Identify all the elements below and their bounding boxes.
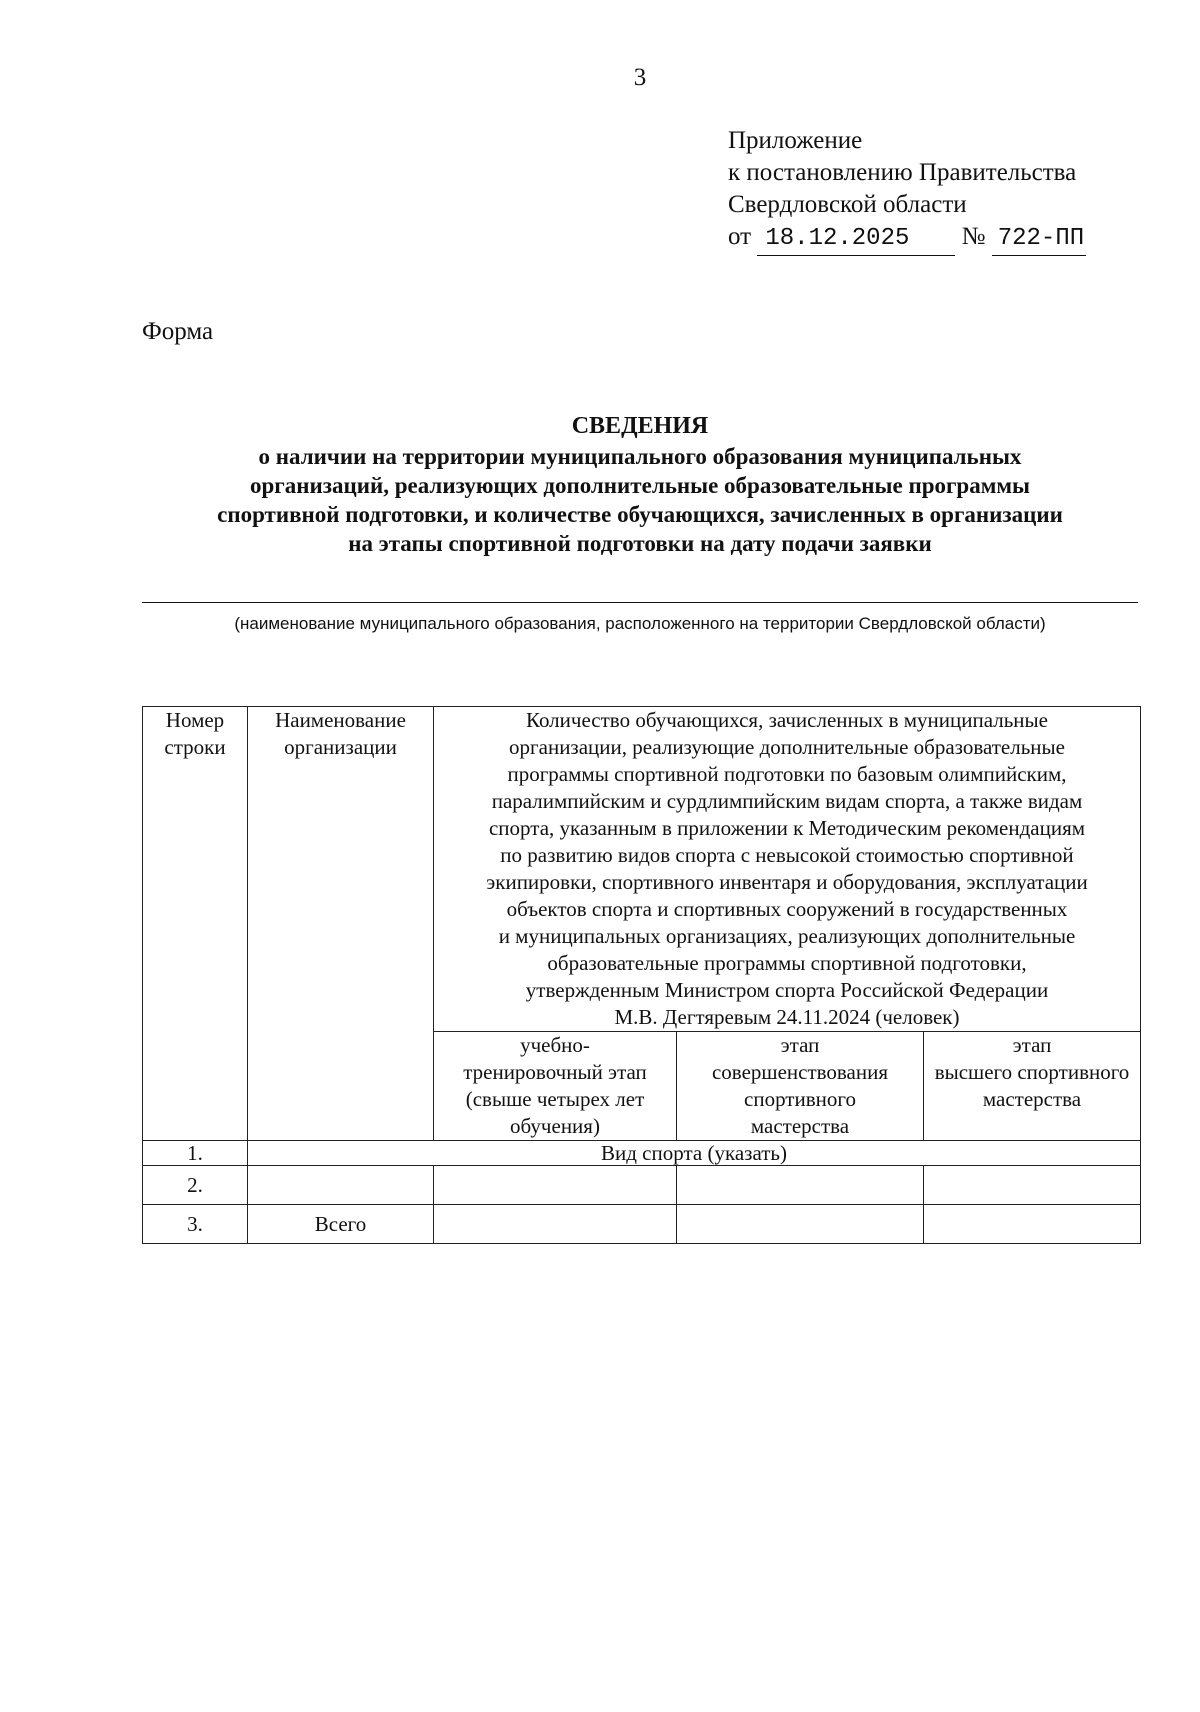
appendix-block (728, 125, 1086, 256)
row-number-cell: 1. (143, 1141, 248, 1166)
header-org-name (248, 707, 434, 1141)
header-stage-highest-mastery (924, 1032, 1141, 1141)
table-row (143, 1205, 1141, 1244)
highest-mastery-cell[interactable] (924, 1166, 1141, 1205)
header-stage-improvement (677, 1032, 924, 1141)
appendix-line-3: Свердловской области (728, 191, 967, 218)
appendix-line-1: Приложение (728, 127, 863, 154)
page-number: 3 (633, 64, 647, 91)
header-count-line: утвержденным Министром спорта Российской Федерации (525, 978, 1049, 1002)
table-row (143, 1166, 1141, 1205)
form-label: Форма (142, 318, 214, 345)
training-stage-cell[interactable] (434, 1166, 677, 1205)
header-org-name-line: организации (284, 735, 397, 759)
title-line-1: о наличии на территории муниципального образования муниципальных (258, 444, 1022, 469)
highest-mastery-total-cell[interactable] (924, 1205, 1141, 1244)
header-count-line: Количество обучающихся, зачисленных в муниципальные (526, 708, 1048, 732)
header-count-line: образовательные программы спортивной подготовки, (547, 951, 1027, 975)
improvement-stage-cell[interactable] (677, 1166, 924, 1205)
header-count-line: организации, реализующие дополнительные образовательные (509, 735, 1065, 759)
org-name-cell[interactable] (248, 1166, 434, 1205)
title-line-4: на этапы спортивной подготовки на дату подачи заявки (348, 531, 932, 556)
stage-line: мастерства (750, 1114, 850, 1138)
title-main: СВЕДЕНИЯ (571, 413, 709, 439)
header-student-count (434, 707, 1141, 1032)
table-header-row (143, 707, 1141, 1032)
total-label-cell: Всего (248, 1205, 434, 1244)
decree-date: 18.12.2025 (757, 223, 955, 256)
municipality-caption: (наименование муниципального образования, расположенного на территории Свердловской области) (234, 614, 1046, 633)
header-count-line: по развитию видов спорта с невысокой стоимостью спортивной (500, 843, 1074, 867)
header-count-line: программы спортивной подготовки по базовым олимпийским, (507, 762, 1067, 786)
stage-line: учебно- (520, 1033, 590, 1057)
stage-line: высшего спортивного (934, 1060, 1130, 1084)
data-table (142, 706, 1141, 1244)
header-stage-training (434, 1032, 677, 1141)
document-title (142, 412, 1138, 558)
row-number-cell: 2. (143, 1166, 248, 1205)
date-prefix: от (728, 223, 752, 250)
appendix-line-2: к постановлению Правительства (728, 159, 1077, 186)
title-line-2: организаций, реализующих дополнительные образовательные программы (249, 473, 1031, 498)
header-count-line: экипировки, спортивного инвентаря и оборудования, эксплуатации (486, 870, 1088, 894)
header-row-number-line: Номер (165, 708, 225, 732)
municipality-fill-line[interactable] (142, 602, 1138, 603)
stage-line: мастерства (982, 1087, 1082, 1111)
header-count-line: паралимпийским и сурдлимпийским видам спорта, а также видам (491, 789, 1083, 813)
appendix-date-line (728, 221, 1086, 256)
decree-number: 722-ПП (992, 223, 1086, 256)
header-count-line: и муниципальных организациях, реализующих дополнительные (498, 924, 1076, 948)
table-row (143, 1141, 1141, 1166)
title-line-3: спортивной подготовки, и количестве обучающихся, зачисленных в организации (217, 502, 1063, 527)
number-prefix: № (961, 223, 986, 250)
header-row-number-line: строки (164, 735, 226, 759)
stage-line: этап (1012, 1033, 1052, 1057)
sport-type-cell[interactable]: Вид спорта (указать) (248, 1141, 1141, 1166)
stage-line: совершенствования (711, 1060, 889, 1084)
stage-line: (свыше четырех лет (465, 1087, 645, 1111)
header-count-line: спорта, указанным в приложении к Методическим рекомендациям (488, 816, 1086, 840)
header-count-line: М.В. Дегтяревым 24.11.2024 (человек) (614, 1005, 960, 1029)
stage-line: этап (780, 1033, 820, 1057)
header-org-name-line: Наименование (275, 708, 406, 732)
training-stage-total-cell[interactable] (434, 1205, 677, 1244)
header-row-number (143, 707, 248, 1141)
improvement-stage-total-cell[interactable] (677, 1205, 924, 1244)
header-count-line: объектов спорта и спортивных сооружений в государственных (506, 897, 1068, 921)
stage-line: спортивного (744, 1087, 856, 1111)
row-number-cell: 3. (143, 1205, 248, 1244)
stage-line: тренировочный этап (463, 1060, 647, 1084)
stage-line: обучения) (510, 1114, 600, 1138)
